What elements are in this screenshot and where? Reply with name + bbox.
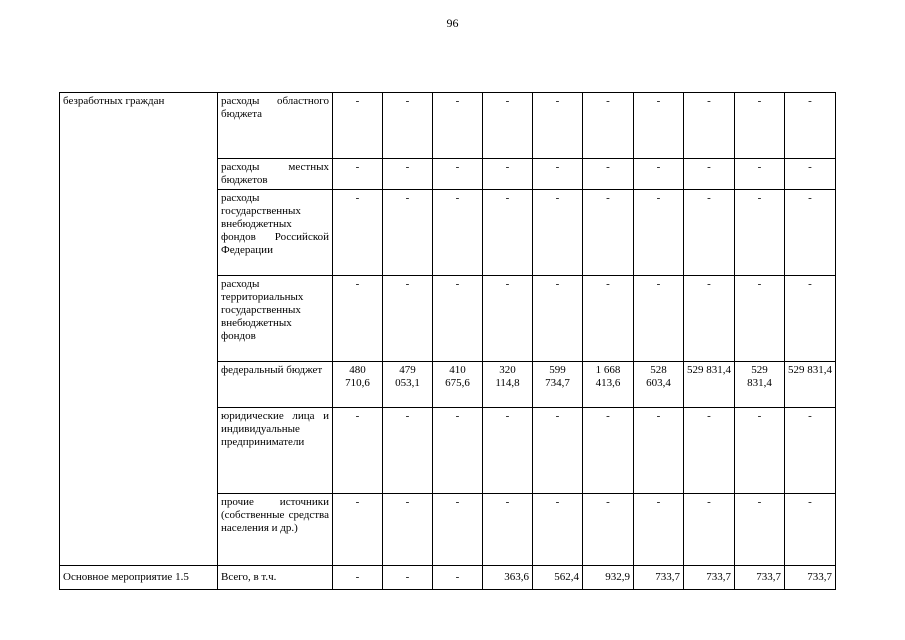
total-value-cell: 363,6 bbox=[483, 566, 533, 590]
total-value-cell: 733,7 bbox=[735, 566, 785, 590]
group-name-cell: безработных граждан bbox=[60, 93, 218, 566]
funding-source-cell: расходы территориальных государственных внебюджетных фондов bbox=[218, 276, 333, 362]
value-cell: - bbox=[483, 276, 533, 362]
value-cell: - bbox=[383, 276, 433, 362]
total-value-cell: 562,4 bbox=[533, 566, 583, 590]
value-cell: - bbox=[583, 408, 634, 494]
total-source-cell: Всего, в т.ч. bbox=[218, 566, 333, 590]
value-cell: - bbox=[785, 190, 836, 276]
value-cell: - bbox=[684, 93, 735, 159]
value-cell: - bbox=[433, 159, 483, 190]
value-cell: - bbox=[433, 93, 483, 159]
value-cell: - bbox=[735, 494, 785, 566]
activity-name-cell: Основное мероприятие 1.5 bbox=[60, 566, 218, 590]
value-cell: - bbox=[533, 494, 583, 566]
value-cell: 529 831,4 bbox=[785, 362, 836, 408]
value-cell: - bbox=[483, 494, 533, 566]
table-row bbox=[60, 93, 836, 159]
value-cell: - bbox=[684, 494, 735, 566]
value-cell: - bbox=[483, 190, 533, 276]
total-value-cell: 932,9 bbox=[583, 566, 634, 590]
value-cell: - bbox=[735, 190, 785, 276]
value-cell: - bbox=[333, 276, 383, 362]
value-cell: - bbox=[333, 494, 383, 566]
value-cell: - bbox=[785, 408, 836, 494]
value-cell: 1 668 413,6 bbox=[583, 362, 634, 408]
value-cell: - bbox=[333, 93, 383, 159]
value-cell: - bbox=[634, 408, 684, 494]
financing-table bbox=[59, 92, 836, 590]
value-cell: - bbox=[533, 159, 583, 190]
value-cell: - bbox=[433, 276, 483, 362]
value-cell: 480 710,6 bbox=[333, 362, 383, 408]
value-cell: - bbox=[684, 159, 735, 190]
value-cell: - bbox=[583, 494, 634, 566]
funding-source-cell: расходы местных бюджетов bbox=[218, 159, 333, 190]
value-cell: - bbox=[533, 408, 583, 494]
value-cell: 599 734,7 bbox=[533, 362, 583, 408]
value-cell: 479 053,1 bbox=[383, 362, 433, 408]
value-cell: - bbox=[533, 190, 583, 276]
funding-source-cell: федеральный бюджет bbox=[218, 362, 333, 408]
value-cell: - bbox=[634, 190, 684, 276]
value-cell: 529 831,4 bbox=[735, 362, 785, 408]
value-cell: - bbox=[333, 408, 383, 494]
value-cell: - bbox=[785, 93, 836, 159]
value-cell: - bbox=[735, 276, 785, 362]
value-cell: - bbox=[533, 276, 583, 362]
value-cell: - bbox=[383, 494, 433, 566]
value-cell: - bbox=[333, 159, 383, 190]
value-cell: - bbox=[785, 276, 836, 362]
value-cell: - bbox=[583, 190, 634, 276]
total-value-cell: - bbox=[433, 566, 483, 590]
funding-source-cell: прочие источники (собственные средства населения и др.) bbox=[218, 494, 333, 566]
total-value-cell: 733,7 bbox=[634, 566, 684, 590]
value-cell: - bbox=[533, 93, 583, 159]
value-cell: - bbox=[483, 93, 533, 159]
value-cell: - bbox=[684, 190, 735, 276]
funding-source-cell: расходы областного бюджета bbox=[218, 93, 333, 159]
page-number: 96 bbox=[446, 16, 459, 30]
value-cell: - bbox=[684, 276, 735, 362]
value-cell: - bbox=[383, 408, 433, 494]
value-cell: - bbox=[735, 159, 785, 190]
value-cell: - bbox=[583, 93, 634, 159]
total-value-cell: 733,7 bbox=[684, 566, 735, 590]
value-cell: - bbox=[785, 494, 836, 566]
value-cell: - bbox=[383, 190, 433, 276]
value-cell: - bbox=[383, 93, 433, 159]
funding-source-cell: расходы государственных внебюджетных фондов Российской Федерации bbox=[218, 190, 333, 276]
value-cell: 320 114,8 bbox=[483, 362, 533, 408]
value-cell: - bbox=[634, 276, 684, 362]
total-value-cell: 733,7 bbox=[785, 566, 836, 590]
funding-source-cell: юридические лица и индивидуальные предприниматели bbox=[218, 408, 333, 494]
value-cell: - bbox=[333, 190, 383, 276]
total-value-cell: - bbox=[333, 566, 383, 590]
value-cell: - bbox=[433, 494, 483, 566]
total-row bbox=[60, 566, 836, 590]
value-cell: - bbox=[735, 93, 785, 159]
value-cell: - bbox=[583, 159, 634, 190]
value-cell: - bbox=[483, 159, 533, 190]
value-cell: - bbox=[433, 190, 483, 276]
value-cell: - bbox=[785, 159, 836, 190]
value-cell: - bbox=[383, 159, 433, 190]
value-cell: 410 675,6 bbox=[433, 362, 483, 408]
value-cell: 528 603,4 bbox=[634, 362, 684, 408]
value-cell: - bbox=[433, 408, 483, 494]
value-cell: - bbox=[634, 159, 684, 190]
value-cell: - bbox=[735, 408, 785, 494]
value-cell: - bbox=[483, 408, 533, 494]
value-cell: - bbox=[634, 93, 684, 159]
value-cell: - bbox=[634, 494, 684, 566]
total-value-cell: - bbox=[383, 566, 433, 590]
value-cell: - bbox=[684, 408, 735, 494]
value-cell: 529 831,4 bbox=[684, 362, 735, 408]
value-cell: - bbox=[583, 276, 634, 362]
